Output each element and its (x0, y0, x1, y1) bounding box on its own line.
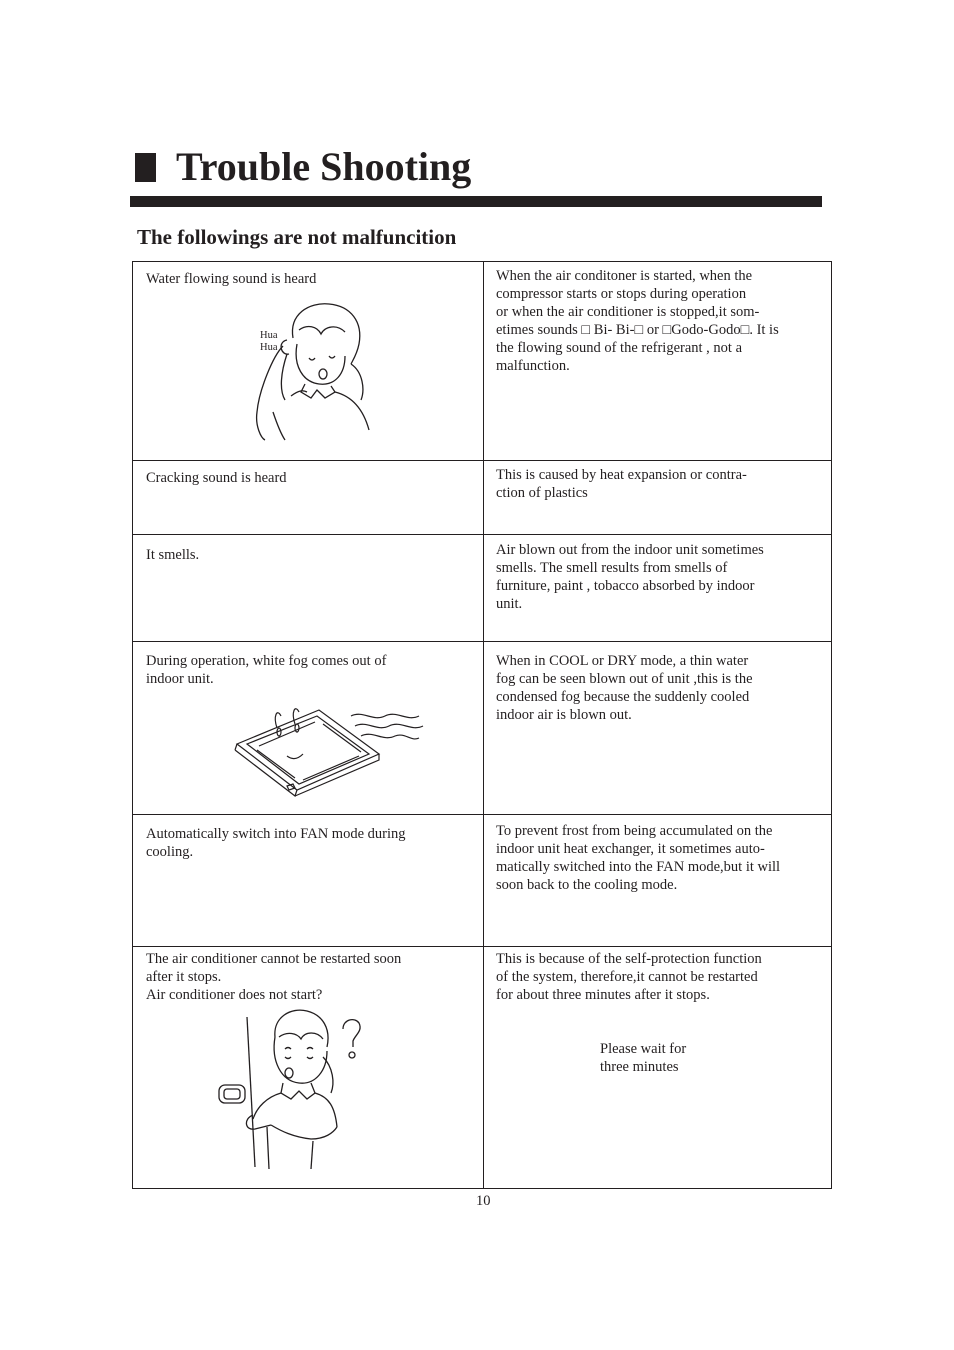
symptom-cell: It smells. (146, 547, 200, 563)
indoor-unit-fog-icon (233, 702, 428, 797)
row-divider (133, 946, 831, 947)
symptom-cell: Automatically switch into FAN mode during cooling. (146, 826, 406, 860)
trouble-table (132, 261, 832, 1189)
wait-note: Please wait for three minutes (600, 1041, 687, 1075)
row-divider (133, 641, 831, 642)
explanation-cell: When the air conditoner is started, when the compressor starts or stops during operation or when the air conditioner is stopped,it som- etimes sounds □ Bi- Bi-□ or □Godo-Godo□. It is the flowing sound of the refrigerant , not a malfunction. (496, 268, 779, 374)
illustration-caption: Hua Hua (260, 330, 278, 353)
explanation-cell: To prevent frost from being accumulated on the indoor unit heat exchanger, it sometimes auto- matically switched into the FAN mode,but it will soon back to the cooling mode. (496, 823, 781, 893)
symptom-cell: Cracking sound is heard (146, 470, 287, 486)
title-marker (135, 153, 156, 182)
row-divider (133, 814, 831, 815)
symptom-cell: During operation, white fog comes out of indoor unit. (146, 653, 387, 687)
explanation-cell: When in COOL or DRY mode, a thin water fog can be seen blown out of unit ,this is the condensed fog because the suddenly cooled indoor air is blown out. (496, 653, 753, 723)
section-subtitle: The followings are not malfuncition (137, 225, 457, 249)
explanation-cell: This is caused by heat expansion or contra- ction of plastics (496, 467, 747, 501)
symptom-cell: The air conditioner cannot be restarted soon after it stops. Air conditioner does not start? (146, 951, 402, 1003)
row-divider (133, 534, 831, 535)
symptom-cell: Water flowing sound is heard (146, 271, 317, 287)
title-underline (130, 196, 822, 207)
explanation-cell: Air blown out from the indoor unit sometimes smells. The smell results from smells of furniture, paint , tobacco absorbed by indoor unit. (496, 542, 764, 612)
row-divider (133, 460, 831, 461)
page-number: 10 (476, 1193, 491, 1209)
column-divider (483, 262, 484, 1188)
page-title: Trouble Shooting (176, 144, 472, 189)
confused-person-remote-icon (215, 1007, 385, 1172)
listening-person-icon (251, 300, 381, 445)
explanation-cell: This is because of the self-protection function of the system, therefore,it cannot be restarted for about three minutes after it stops. (496, 951, 762, 1003)
